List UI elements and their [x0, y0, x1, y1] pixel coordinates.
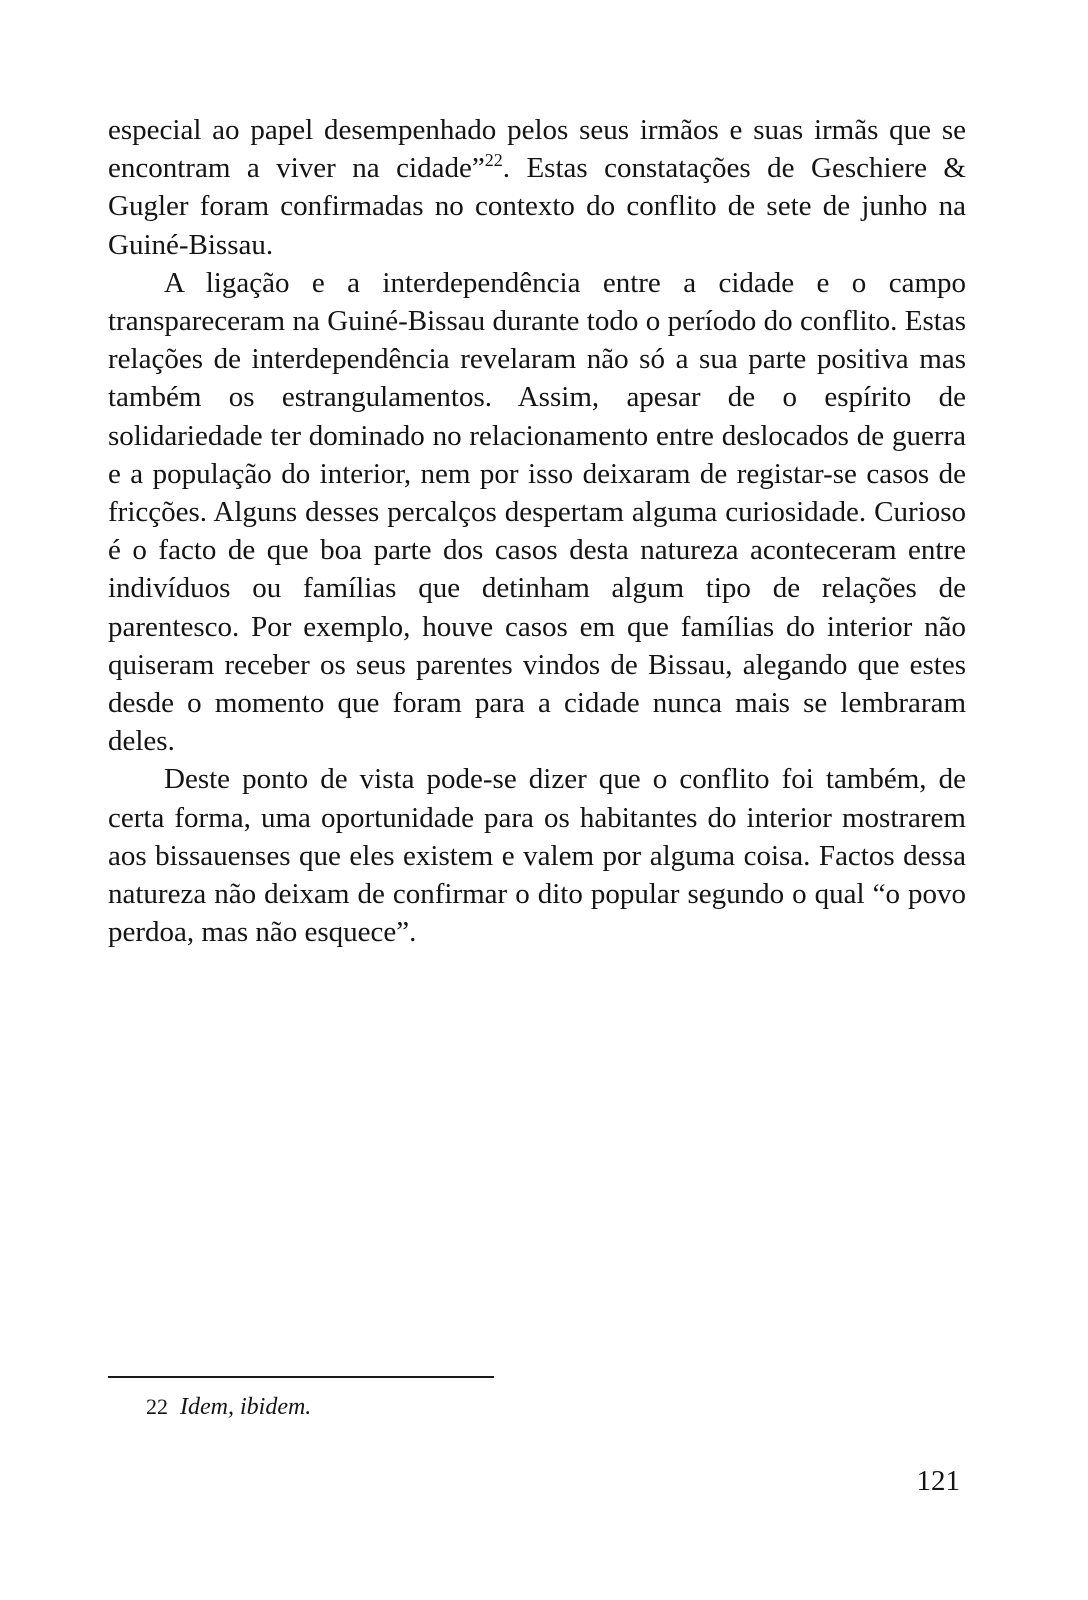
paragraph-3: Deste ponto de vista pode-se dizer que o conflito foi também, de certa forma, uma oportunidade para os habitantes do interior mostrarem aos bissauenses que eles existem e valem por alguma coisa. Factos dessa natureza não deixam de confirmar o dito popular segundo o qual “o povo perdoa, mas não esquece”. — [108, 763, 966, 949]
footnote-separator — [108, 1376, 494, 1378]
page-number: 121 — [916, 1465, 960, 1497]
paragraph-2: A ligação e a interdependência entre a cidade e o campo transpareceram na Guiné-Bissau durante todo o período do conflito. Estas relações de interdependência revelaram não só a sua parte positiva mas também os estrangulamentos. Assim, apesar de o espírito de solidariedade ter dominado no relacionamento entre deslocados de guerra e a população do interior, nem por isso deixaram de registar-se casos de fricções. Alguns desses percalços despertam alguma curiosidade. Curioso é o facto de que boa parte dos casos desta natureza aconteceram entre indivíduos ou famílias que detinham algum tipo de relações de parentesco. Por exemplo, houve casos em que famílias do interior não quiseram receber os seus parentes vindos de Bissau, alegando que estes desde o momento que foram para a cidade nunca mais se lembraram deles. — [108, 266, 966, 758]
paragraph-1-text: especial ao papel desempenhado pelos seus irmãos e suas irmãs que se encontram a viver na cidade” — [108, 114, 966, 185]
body-text — [108, 111, 966, 951]
footnote-number: 22 — [146, 1394, 168, 1419]
footnote-reference: 22 — [484, 150, 503, 171]
footnote — [146, 1392, 311, 1422]
paragraph-1-text-continued: . Estas constatações de Geschiere & Gugler foram confirmadas no contexto do conflito de sete de junho na Guiné-Bissau. — [108, 152, 966, 261]
paragraph-1 — [108, 111, 966, 264]
footnote-text: Idem, ibidem. — [180, 1394, 312, 1420]
